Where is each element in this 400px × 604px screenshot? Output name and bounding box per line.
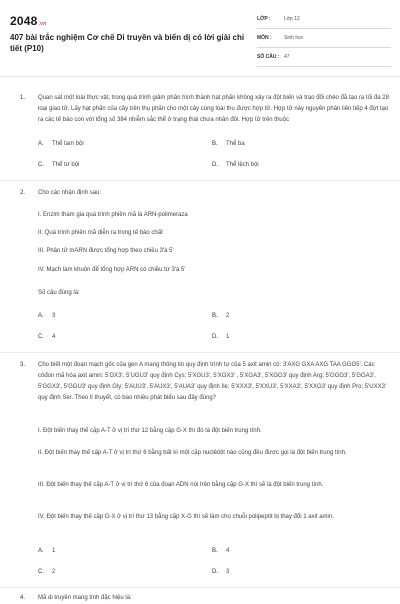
answer-option-a[interactable]: A. 3 — [38, 313, 56, 319]
answer-option-c[interactable]: C. 4 — [38, 334, 56, 340]
statement: I. Enzim tham gia quá trình phiên mã là ARN-polimeraza — [38, 212, 188, 218]
logo-sub: .vn — [38, 21, 47, 27]
answer-option-d[interactable]: D. 1 — [212, 334, 230, 340]
question-text: Mã di truyền mang tính đặc hiệu là: — [38, 595, 132, 601]
divider — [0, 76, 400, 77]
question-number: 3. — [20, 362, 26, 368]
logo-main: 2048 — [10, 14, 38, 28]
answer-option-b[interactable]: B. 4 — [212, 548, 230, 554]
question-divider — [0, 180, 400, 181]
statement: II. Đột biến thay thế cặp A-T ở vị trí thứ 6 bằng bất kì một cặp nuclêôtit nào cũng đều được gọi là đột biến trung tính. — [38, 450, 347, 456]
question-divider — [0, 587, 400, 588]
meta-value: Lớp 12 — [284, 16, 300, 22]
meta-value: Sinh học — [284, 35, 304, 41]
answer-option-d[interactable]: D. Thể lệch bội — [212, 162, 259, 168]
meta-value: 47 — [284, 54, 290, 60]
site-logo[interactable] — [10, 14, 46, 28]
question-number: 2. — [20, 190, 26, 196]
answer-option-d[interactable]: D. 3 — [212, 569, 230, 575]
answer-option-a[interactable]: A. 1 — [38, 548, 56, 554]
meta-info — [257, 14, 391, 71]
statement: IV. Mạch làm khuôn để tổng hợp ARN có chiều từ 3'à 5' — [38, 267, 186, 273]
meta-row-class — [257, 14, 391, 29]
question-text: Quan sát một loài thực vật, trong quá trình giảm phân hình thành hạt phấn không xảy ra đột biến và trao đổi chéo đã tạo ra tối đa 28 loại giao tử. Lấy hạt phấn của cây trên thụ phấn cho một cây cùng loài thu được hợp tử. Hợp tử này nguyên phân liên tiếp 4 đợt tạo ra các tế bào con với tổng số 384 nhiễm sắc thể ở trạng thái chưa nhân đôi. Hợp tử trên thuộc — [38, 95, 389, 123]
statement: IV. Đột biến thay thế cặp G-X ở vị trí thứ 13 bằng cặp X-G thì sẽ làm cho chuỗi polipeptit bị thay đổi 1 axit amin. — [38, 514, 334, 520]
statement: III. Đột biến thay thế cặp A-T ở vị trí thứ 6 của đoạn ADN nói trên bằng cặp G-X thì sẽ là đột biến trung tính. — [38, 482, 324, 488]
answer-option-c[interactable]: C. 2 — [38, 569, 56, 575]
meta-row-subject — [257, 33, 391, 48]
answer-option-b[interactable]: B. 2 — [212, 313, 230, 319]
meta-key: MÔN : — [257, 35, 272, 41]
answer-option-b[interactable]: B. Thể ba — [212, 141, 245, 147]
question-number: 1. — [20, 95, 26, 101]
question-divider — [0, 352, 400, 353]
answer-option-c[interactable]: C. Thể tứ bội — [38, 162, 80, 168]
statement: III. Phân tử mARN được tổng hợp theo chiều 3'à 5' — [38, 248, 174, 254]
question-number: 4. — [20, 595, 26, 601]
page-title: 407 bài trắc nghiệm Cơ chế Di truyền và biến dị có lời giải chi tiết (P10) — [10, 33, 245, 53]
statement: I. Đột biến thay thế cặp A-T ở vị trí thứ 12 bằng cặp G-X thì đó là đột biến trung tính. — [38, 428, 262, 434]
meta-row-count — [257, 52, 391, 67]
question-prompt: Số câu đúng là: — [38, 290, 80, 296]
meta-key: LỚP : — [257, 16, 271, 22]
question-text: Cho biết một đoạn mạch gốc của gen A mang thông tin quy định trình tự của 5 axit amin có: 3'AXG GXA AXG TAA GGG5'. Các côđon mã hóa axit amin: 5'GX3', 5'UGU3' quy định Cys; 5'XGU3', 5'XGX3' , 5'XGA3', 5'XGG3' quy định Arg; 5'GGG3', 5'GGA3', 5'GGX3', 5'GGU3' quy định Gly; 5'AUU3', 5'AUX3', 5'AUA3' quy định Ile; 5'XXX3', 5'XXU3', 5'XXA3', 5'XXG3' quy định Pro; 5'UXX3' quy định Ser. Theo lí thuyết, có bao nhiêu phát biểu sau đây đúng? — [38, 362, 387, 401]
statement: II. Quá trình phiên mã diễn ra trong tế bào chất — [38, 230, 163, 236]
header — [0, 0, 400, 70]
answer-option-a[interactable]: A. Thể tam bội — [38, 141, 84, 147]
question-text: Cho các nhận định sau: — [38, 190, 102, 196]
meta-key: SỐ CÂU : — [257, 54, 280, 60]
